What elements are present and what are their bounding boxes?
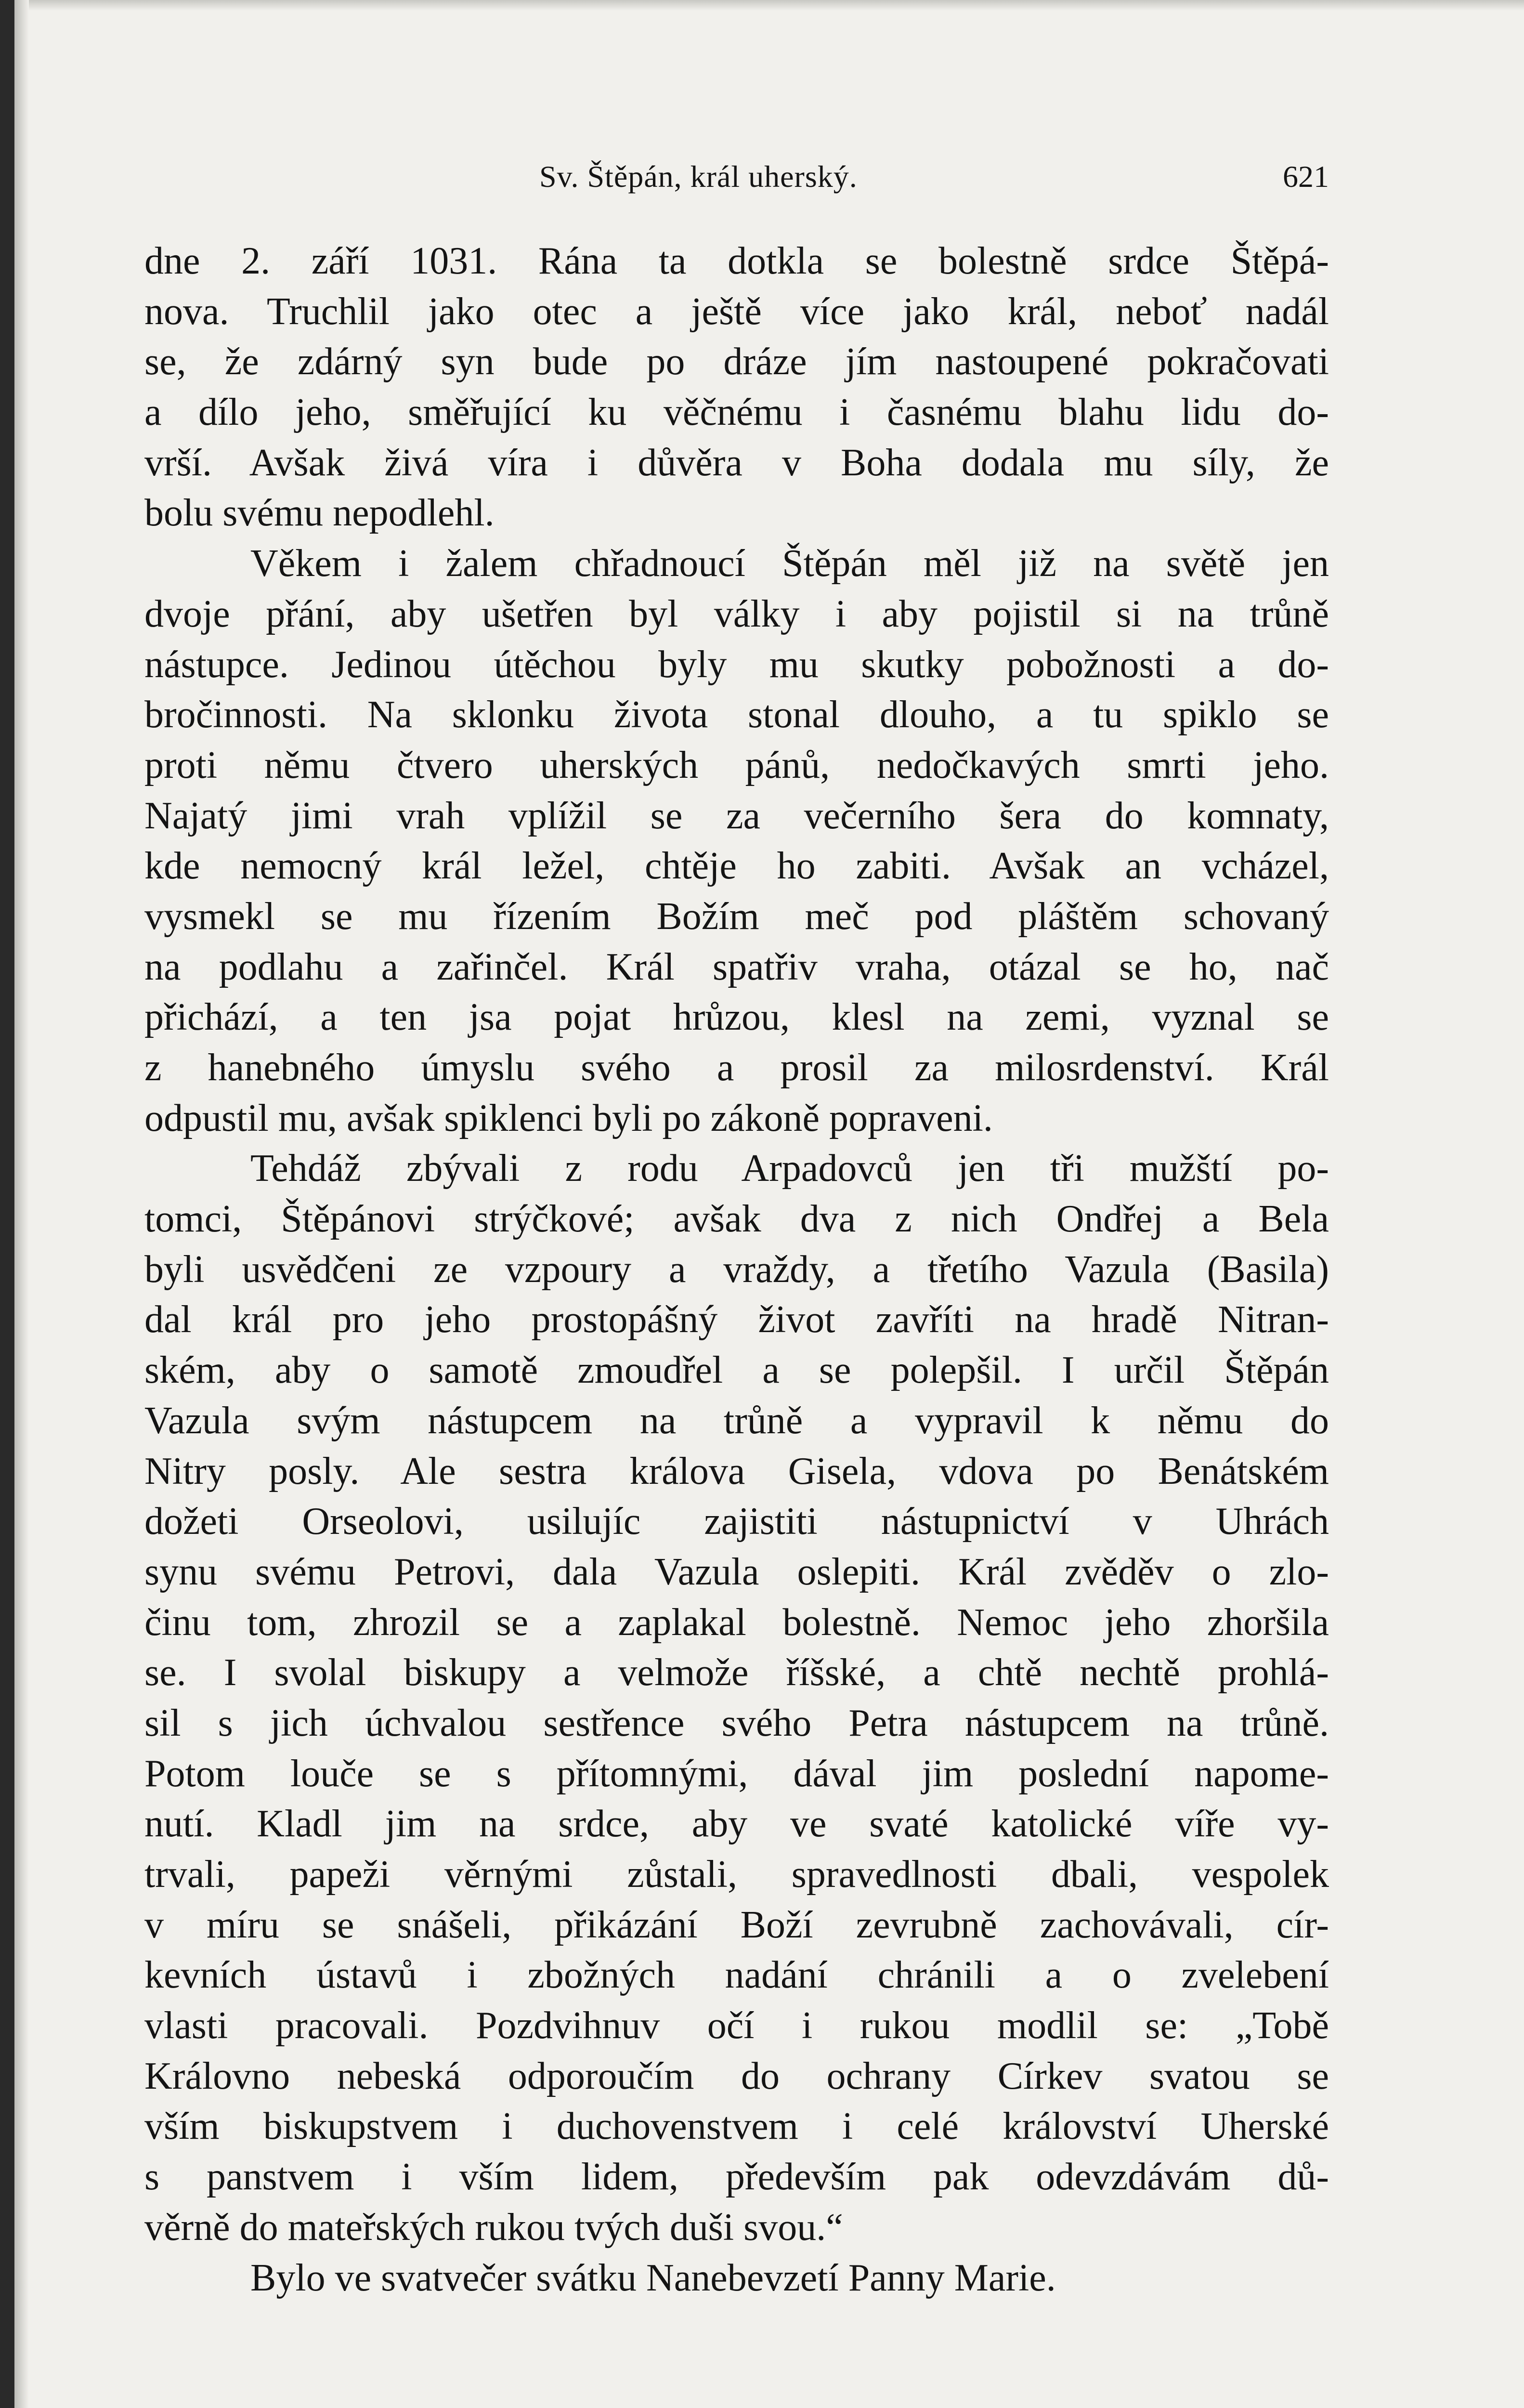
text-line: sil s jich úchvalou sestřence svého Petra nástupcem na trůně. bbox=[144, 1701, 1329, 1744]
text-line: nástupce. Jedinou útěchou byly mu skutky pobožnosti a do- bbox=[144, 643, 1329, 686]
page-binding-edge bbox=[0, 0, 14, 2408]
text-line: tomci, Štěpánovi strýčkové; avšak dva z nich Ondřej a Bela bbox=[144, 1198, 1329, 1241]
text-line: přichází, a ten jsa pojat hrůzou, klesl na zemi, vyznal se bbox=[144, 996, 1329, 1039]
paragraph-end-line: odpustil mu, avšak spiklenci byli po zákoně popraveni. bbox=[144, 1097, 993, 1139]
text-line: se, že zdárný syn bude po dráze jím nastoupené pokračovati bbox=[144, 340, 1329, 383]
text-line: dožeti Orseolovi, usilujíc zajistiti nástupnictví v Uhrách bbox=[144, 1500, 1329, 1543]
text-line: dal král pro jeho prostopášný život zavříti na hradě Nitran- bbox=[144, 1298, 1329, 1341]
text-line: Potom louče se s přítomnými, dával jim poslední napome- bbox=[144, 1752, 1329, 1795]
text-line: nutí. Kladl jim na srdce, aby ve svaté katolické víře vy- bbox=[144, 1803, 1329, 1845]
text-line: na podlahu a zařinčel. Král spatřiv vraha, otázal se ho, nač bbox=[144, 945, 1329, 988]
text-line: vším biskupstvem i duchovenstvem i celé království Uherské bbox=[144, 2105, 1329, 2148]
text-line: synu svému Petrovi, dala Vazula oslepiti. Král zvěděv o zlo- bbox=[144, 1550, 1329, 1593]
text-line: činu tom, zhrozil se a zaplakal bolestně. Nemoc jeho zhoršila bbox=[144, 1601, 1329, 1644]
text-line: z hanebného úmyslu svého a prosil za milosrdenství. Král bbox=[144, 1047, 1329, 1089]
text-line: nova. Truchlil jako otec a ještě více jako král, neboť nadál bbox=[144, 290, 1329, 333]
paragraph-start-line: Bylo ve svatvečer svátku Nanebevzetí Panny Marie. bbox=[250, 2256, 1056, 2299]
text-line: s panstvem i vším lidem, především pak odevzdávám dů- bbox=[144, 2156, 1329, 2199]
page-binding-shadow bbox=[14, 0, 29, 2408]
paragraph-end-line: věrně do mateřských rukou tvých duši svou.“ bbox=[144, 2206, 843, 2249]
paragraph-start-line: Tehdáž zbývali z rodu Arpadovců jen tři mužští po- bbox=[250, 1147, 1329, 1190]
text-line: trvali, papeži věrnými zůstali, spravedlnosti dbali, vespolek bbox=[144, 1853, 1329, 1896]
text-line: Vazula svým nástupcem na trůně a vypravil k němu do bbox=[144, 1399, 1329, 1442]
text-line: kevních ústavů i zbožných nadání chránili a o zvelebení bbox=[144, 1954, 1329, 1997]
text-line: Najatý jimi vrah vplížil se za večerního šera do komnaty, bbox=[144, 794, 1329, 837]
text-line: vysmekl se mu řízením Božím meč pod pláštěm schovaný bbox=[144, 895, 1329, 938]
page-number: 621 bbox=[1283, 159, 1329, 194]
text-line: byli usvědčeni ze vzpoury a vraždy, a třetího Vazula (Basila) bbox=[144, 1248, 1329, 1291]
text-line: v míru se snášeli, přikázání Boží zevrubně zachovávali, cír- bbox=[144, 1903, 1329, 1946]
paragraph-end-line: bolu svému nepodlehl. bbox=[144, 492, 495, 535]
text-line: dvoje přání, aby ušetřen byl války i aby pojistil si na trůně bbox=[144, 592, 1329, 635]
running-header bbox=[144, 154, 1329, 202]
text-line: dne 2. září 1031. Rána ta dotkla se bolestně srdce Štěpá- bbox=[144, 240, 1329, 282]
text-body bbox=[144, 236, 1329, 2303]
text-line: vrší. Avšak živá víra i důvěra v Boha dodala mu síly, že bbox=[144, 441, 1329, 484]
text-line: Královno nebeská odporoučím do ochrany Církev svatou se bbox=[144, 2055, 1329, 2097]
text-line: se. I svolal biskupy a velmože říšské, a chtě nechtě prohlá- bbox=[144, 1651, 1329, 1694]
text-line: bročinnosti. Na sklonku života stonal dlouho, a tu spiklo se bbox=[144, 694, 1329, 736]
paragraph-start-line: Věkem i žalem chřadnoucí Štěpán měl již na světě jen bbox=[250, 542, 1329, 585]
text-line: proti němu čtvero uherských pánů, nedočkavých smrti jeho. bbox=[144, 744, 1329, 786]
text-line: ském, aby o samotě zmoudřel a se polepšil. I určil Štěpán bbox=[144, 1349, 1329, 1392]
text-line: vlasti pracovali. Pozdvihnuv očí i rukou modlil se: „Tobě bbox=[144, 2004, 1329, 2047]
text-line: kde nemocný král ležel, chtěje ho zabiti. Avšak an vcházel, bbox=[144, 845, 1329, 888]
running-title: Sv. Štěpán, král uherský. bbox=[539, 159, 858, 194]
page-top-edge bbox=[0, 0, 1524, 11]
text-line: a dílo jeho, směřující ku věčnému i časnému blahu lidu do- bbox=[144, 391, 1329, 434]
text-line: Nitry posly. Ale sestra králova Gisela, vdova po Benátském bbox=[144, 1450, 1329, 1492]
